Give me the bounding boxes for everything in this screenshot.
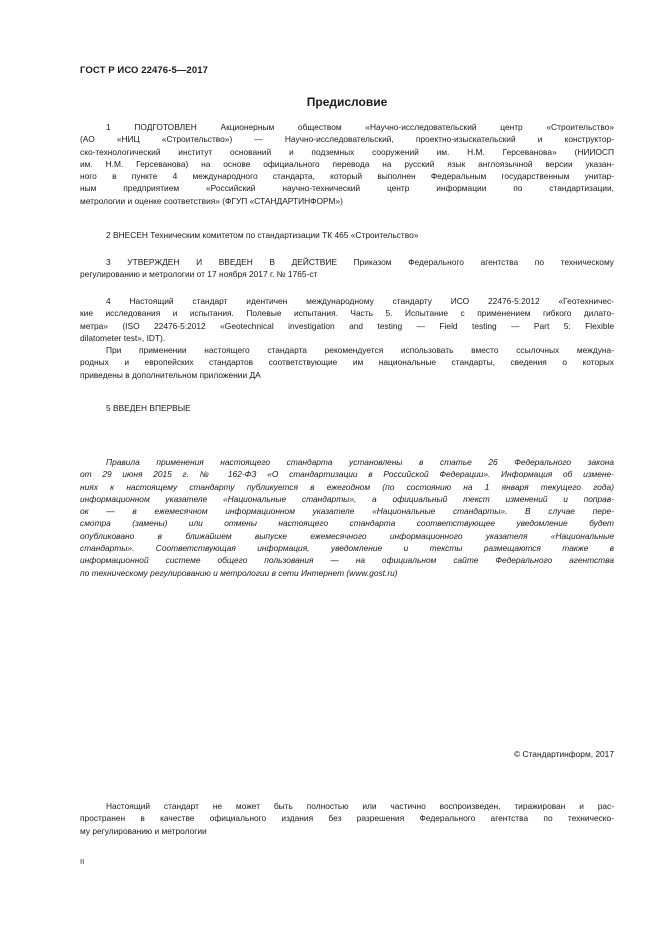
- item-4-identical: [80, 295, 614, 381]
- text-line: (АО «НИЦ «Строительство») — Научно-исследовательский, проектно-изыскательский и конструктор-: [80, 134, 614, 145]
- text-line: от 29 июня 2015 г. № 162-ФЗ «О стандартизации в Российской Федерации». Информация об измене-: [80, 469, 614, 480]
- text-line: регулированию и метрологии от 17 ноября 2017 г. № 1765-ст: [80, 269, 318, 280]
- text-line: опубликовано в ближайшем выпуске ежемесячного информационного указателя «Национальные: [80, 530, 614, 541]
- text-line: приведены в дополнительном приложении ДА: [80, 369, 261, 380]
- text-line: му регулированию и метрологии: [80, 825, 207, 836]
- text-line: стандарты». Соответствующая информация, уведомление и тексты размещаются также в: [80, 543, 614, 554]
- text-line: 1 ПОДГОТОВЛЕН Акционерным обществом «Научно-исследовательский центр «Строительство»: [106, 122, 614, 132]
- text-line: пространен в качестве официального издания без разрешения Федерального агентства по техническо-: [80, 813, 614, 824]
- text-line: 4 Настоящий стандарт идентичен международному стандарту ИСО 22476-5:2012 «Геотехничес-: [106, 296, 614, 306]
- text-line: им. Н.М. Герсеванова) на основе официального перевода на русский язык англоязычной версии указан-: [80, 158, 614, 169]
- text-line: по техническому регулированию и метрологии в сети Интернет (www.gost.ru): [80, 567, 398, 578]
- text-line: информационном указателе «Национальные стандарты», а официальный текст изменений и поправ-: [80, 493, 614, 504]
- item-5-first-introduced: [80, 402, 614, 414]
- text-line: ок — в ежемесячном информационном указателе «Национальные стандарты». В случае пере-: [80, 506, 614, 517]
- copyright-line: © Стандартинформ, 2017: [514, 749, 614, 759]
- text-line: родных и европейских стандартов соответствующие им национальные стандарты, сведения о которых: [80, 357, 614, 368]
- text-line: При применении настоящего стандарта рекомендуется использовать вместо ссылочных междуна-: [106, 345, 614, 356]
- standard-application-notice: [80, 456, 614, 579]
- text-line: dilatometer test», IDT).: [80, 332, 166, 343]
- text-line: метра» (ISO 22476-5:2012 «Geotechnical investigation and testing — Field testing — Part 5: Flexible: [80, 320, 614, 331]
- text-line: информационной системе общего пользования — на официальном сайте Федерального агентства: [80, 555, 614, 566]
- reproduction-rights-statement: [80, 800, 614, 837]
- text-line: Настоящий стандарт не может быть полностью или частично воспроизведен, тиражирован и рас-: [106, 801, 614, 811]
- page-title: Предисловие: [306, 95, 388, 109]
- text-line: 2 ВНЕСЕН Техническим комитетом по стандартизации ТК 465 «Строительство»: [106, 230, 419, 240]
- item-3-approved: [80, 256, 614, 281]
- text-line: смотра (замены) или отмены настоящего стандарта соответствующее уведомление будет: [80, 518, 614, 529]
- page-number: II: [80, 857, 85, 866]
- text-line: ско-технологический институт оснований и подземных сооружений им. Н.М. Герсеванова» (НИИОСП: [80, 146, 614, 157]
- document-code-header: ГОСТ Р ИСО 22476-5—2017: [80, 65, 208, 76]
- text-line: Правила применения настоящего стандарта установлены в статье 26 Федерального закона: [106, 457, 614, 467]
- text-line: метрологии и оценке соответствия» (ФГУП «СТАНДАРТИНФОРМ»): [80, 195, 343, 206]
- item-2-introduced: [80, 229, 614, 241]
- text-line: 5 ВВЕДЕН ВПЕРВЫЕ: [106, 403, 191, 413]
- item-1-prepared: [80, 121, 614, 207]
- text-line: ного в пункте 4 международного стандарта, который выполнен Федеральным государственным унитар-: [80, 171, 614, 182]
- text-line: 3 УТВЕРЖДЕН И ВВЕДЕН В ДЕЙСТВИЕ Приказом Федерального агентства по техническому: [106, 257, 614, 267]
- text-line: ным предприятием «Российский научно-технический центр информации по стандартизации,: [80, 183, 614, 194]
- text-line: кие исследования и испытания. Полевые испытания. Часть 5. Испытание с применением гибкого дилато-: [80, 308, 614, 319]
- text-line: ниях к настоящему стандарту публикуется в ежегодном (по состоянию на 1 января текущего года): [80, 481, 614, 492]
